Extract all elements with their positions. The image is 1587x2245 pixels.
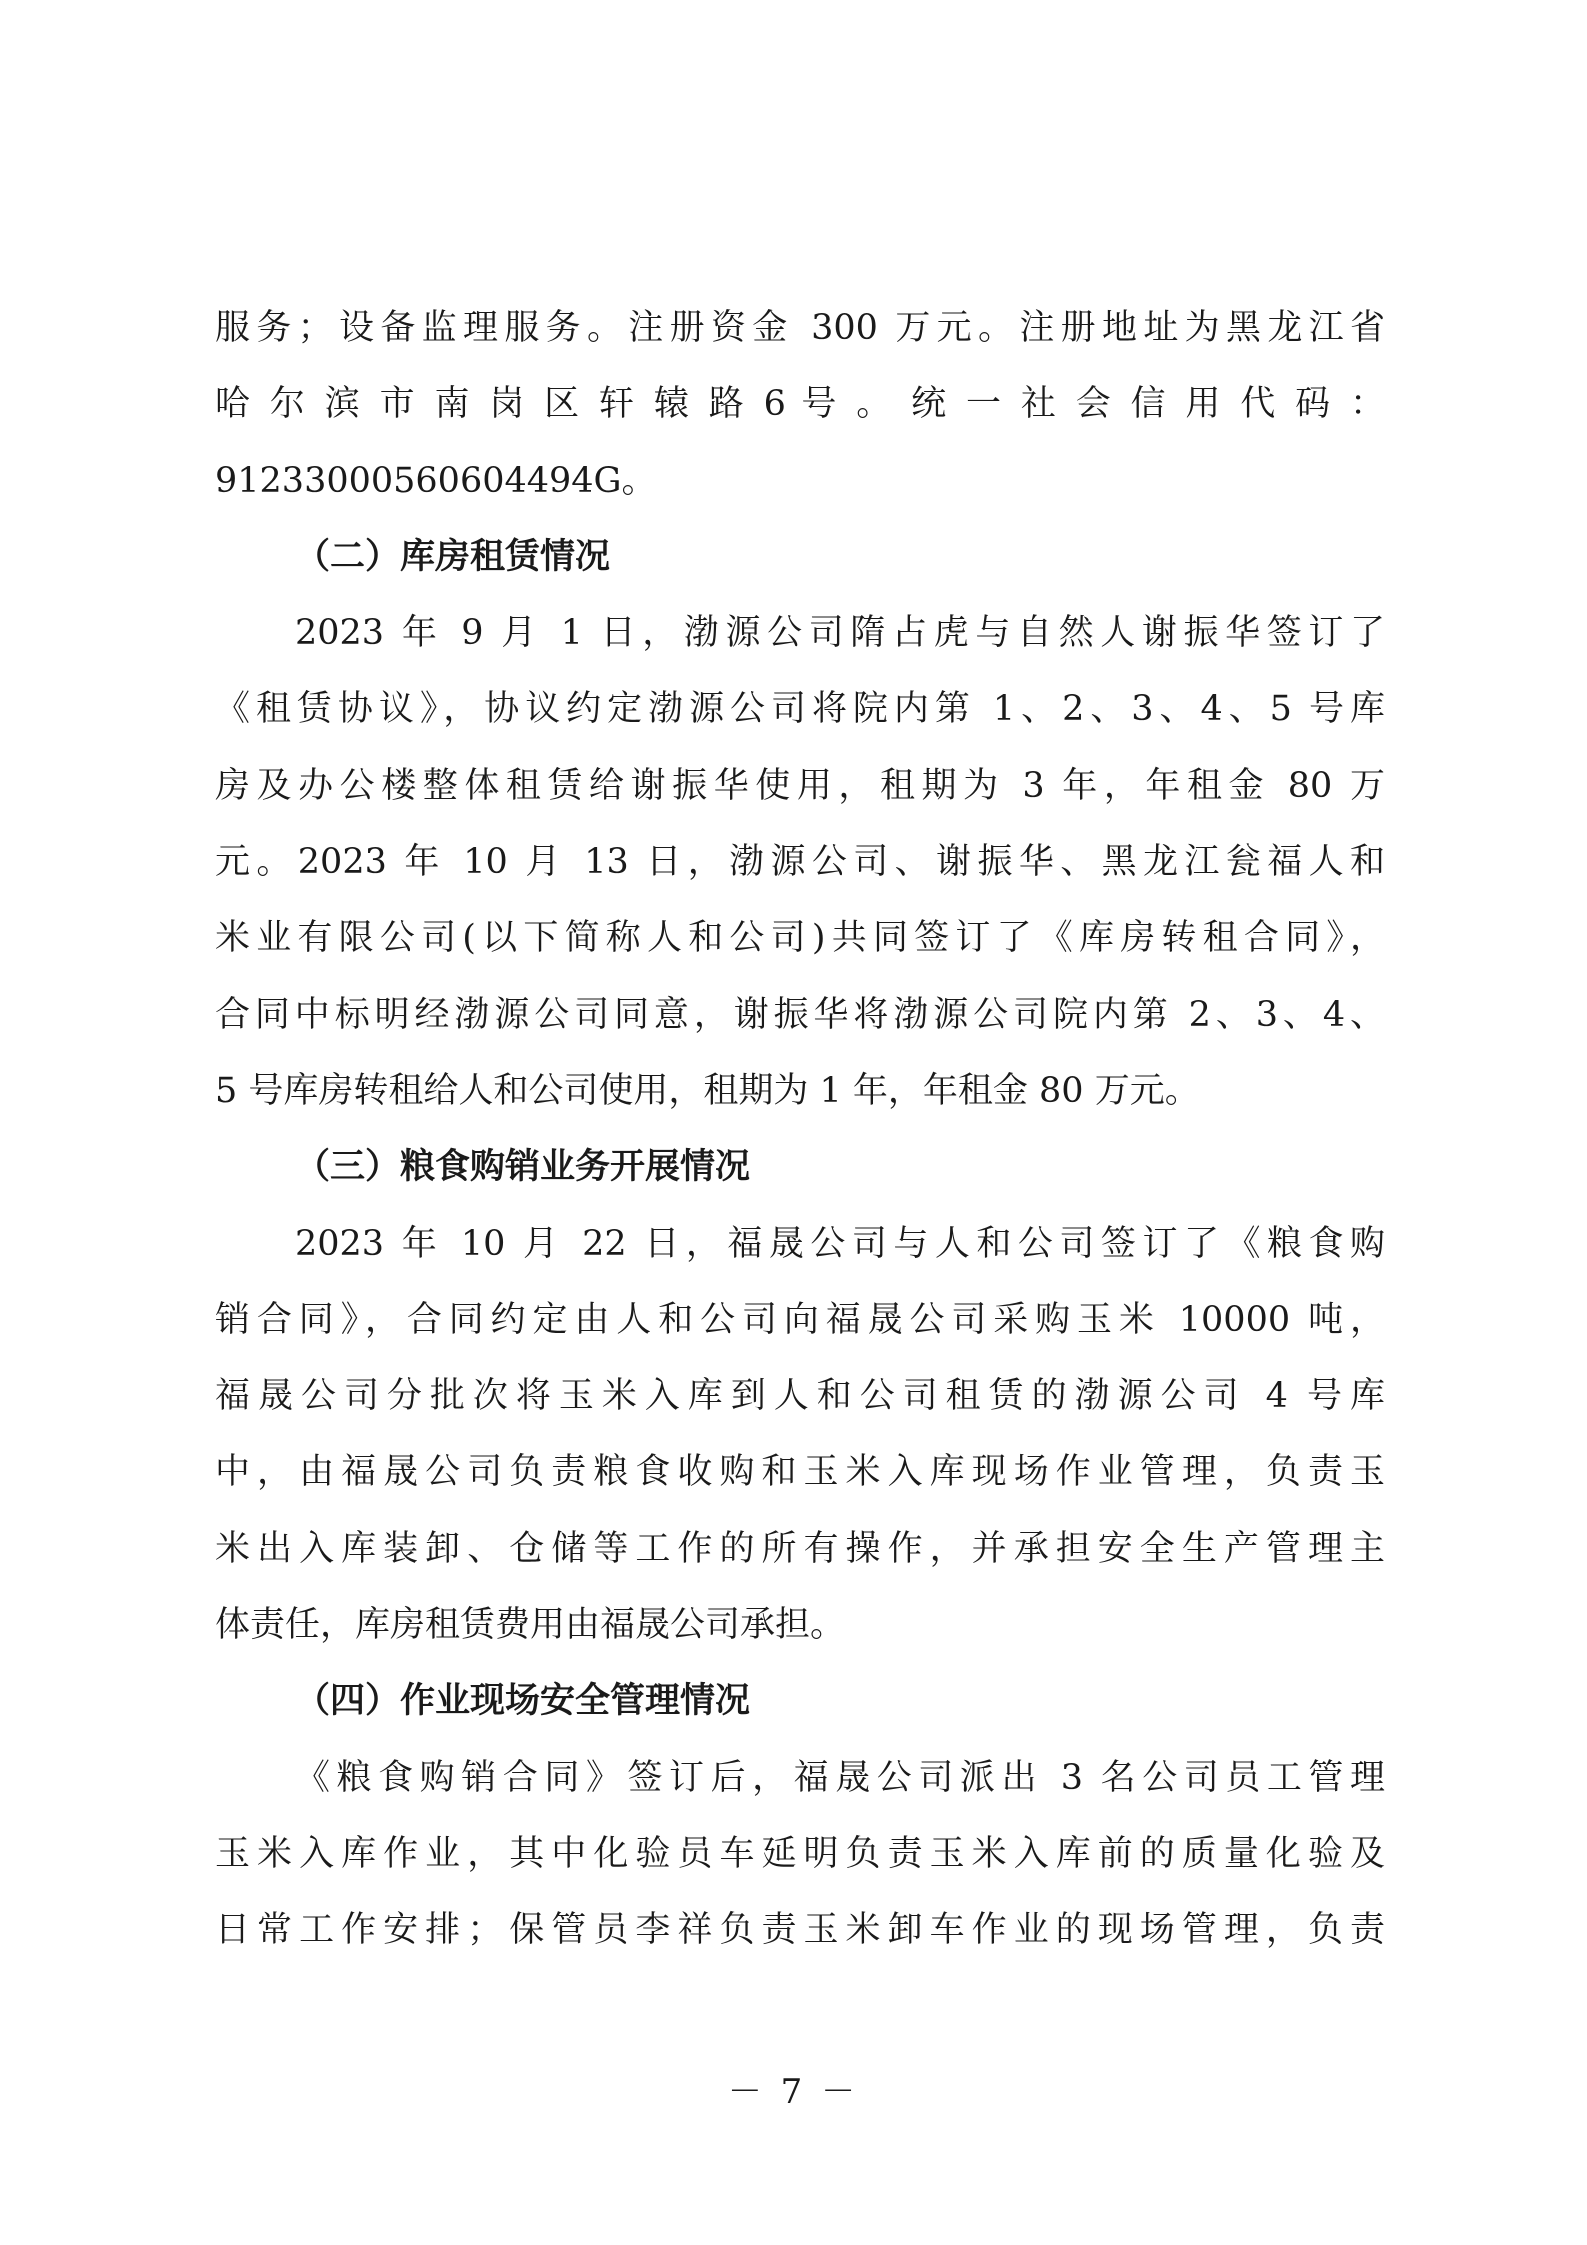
document-body xyxy=(215,290,1385,1969)
body-line: 服务；设备监理服务。注册资金 300 万元。注册地址为黑龙江省 xyxy=(215,308,1385,348)
paragraph-first-line: 2023 年 9 月 1 日，渤源公司隋占虎与自然人谢振华签订了 xyxy=(295,613,1385,654)
section-heading: （三）粮食购销业务开展情况 xyxy=(295,1147,751,1188)
body-line: 日常工作安排；保管员李祥负责玉米卸车作业的现场管理，负责 xyxy=(215,1910,1385,1951)
section-heading: （四）作业现场安全管理情况 xyxy=(295,1681,751,1722)
body-line: 体责任，库房租赁费用由福晟公司承担。 xyxy=(215,1605,846,1646)
body-line: 哈 尔 滨 市 南 岗 区 轩 辕 路 6 号 。 统 一 社 会 信 用 代 码 ： xyxy=(215,384,1385,425)
body-line: 《租赁协议》，协议约定渤源公司将院内第 1、2、3、4、5 号库 xyxy=(215,689,1385,730)
body-line: 福晟公司分批次将玉米入库到人和公司租赁的渤源公司 4 号库 xyxy=(215,1376,1385,1417)
body-line: 合同中标明经渤源公司同意，谢振华将渤源公司院内第 2、3、4、 xyxy=(215,994,1385,1035)
body-line: 销合同》，合同约定由人和公司向福晟公司采购玉米 10000 吨， xyxy=(215,1299,1385,1340)
body-line: 房及办公楼整体租赁给谢振华使用，租期为 3 年，年租金 80 万 xyxy=(215,765,1385,806)
paragraph-first-line: 《粮食购销合同》签订后，福晟公司派出 3 名公司员工管理 xyxy=(295,1757,1385,1798)
body-line: 5 号库房转租给人和公司使用，租期为 1 年，年租金 80 万元。 xyxy=(215,1070,1200,1111)
paragraph-first-line: 2023 年 10 月 22 日，福晟公司与人和公司签订了《粮食购 xyxy=(295,1223,1385,1264)
body-line: 元。2023 年 10 月 13 日，渤源公司、谢振华、黑龙江瓮福人和 xyxy=(215,842,1385,883)
page-number: － 7 － xyxy=(727,2072,860,2112)
section-heading: （二）库房租赁情况 xyxy=(295,536,611,577)
body-line: 中，由福晟公司负责粮食收购和玉米入库现场作业管理，负责玉 xyxy=(215,1452,1385,1493)
body-line: 米出入库装卸、仓储等工作的所有操作，并承担安全生产管理主 xyxy=(215,1528,1385,1569)
body-line: 91233000560604494G。 xyxy=(215,460,657,501)
body-line: 米业有限公司(以下简称人和公司)共同签订了《库房转租合同》， xyxy=(215,918,1385,959)
body-line: 玉米入库作业，其中化验员车延明负责玉米入库前的质量化验及 xyxy=(215,1833,1385,1874)
